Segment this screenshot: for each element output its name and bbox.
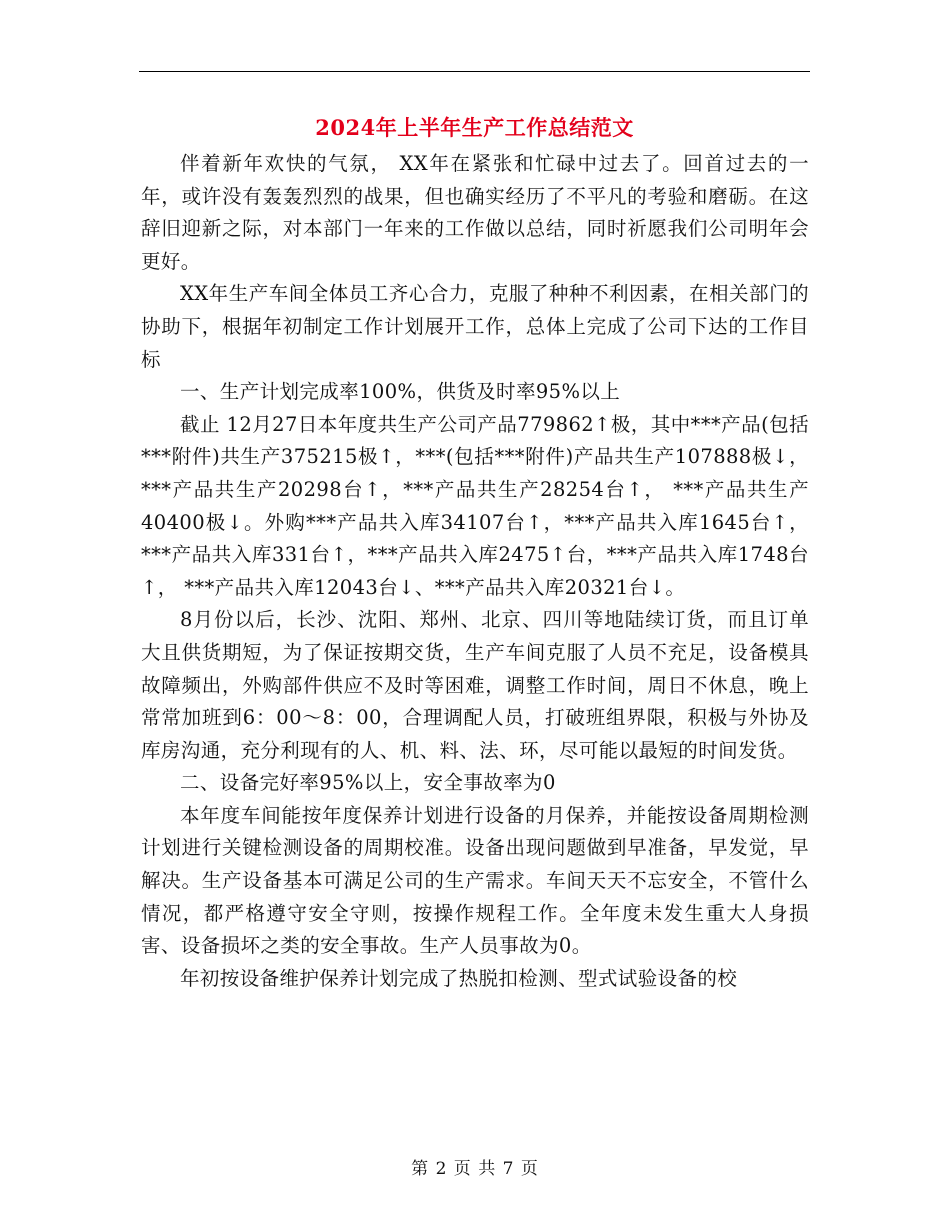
paragraph-equipment: 本年度车间能按年度保养计划进行设备的月保养，并能按设备周期检测计划进行关键检测设备的周期校准。设备出现问题做到早准备，早发觉，早解决。生产设备基本可满足公司的生产需求。车间天天不忘安全，不管什么情况，都严格遵守安全守则，按操作规程工作。全年度未发生重大人身损害、设备损坏之类的安全事故。生产人员事故为0。 <box>141 803 809 958</box>
paragraph-maintenance: 年初按设备维护保养计划完成了热脱扣检测、型式试验设备的校 <box>180 966 738 990</box>
document-body <box>141 148 809 995</box>
page-number: 第 2 页 共 7 页 <box>411 1159 539 1179</box>
paragraph-intro: 伴着新年欢快的气氛， XX年在紧张和忙碌中过去了。回首过去的一年，或许没有轰轰烈烈的战果，但也确实经历了不平凡的考验和磨砺。在这辞旧迎新之际，对本部门一年来的工作做以总结，同时祈愿我们公司明年会更好。 <box>141 152 809 273</box>
paragraph-production-figures: 截止 12月27日本年度共生产公司产品779862↑极，其中***产品(包括***附件)共生产375215极↑，***(包括***附件)产品共生产107888极↓， ***产品共生产20298台↑，***产品共生产28254台↑， ***产品共生产40400极↓。外购***产品共入库34107台↑，***产品共入库1645台↑，***产品共入库331台↑，***产品共入库2475↑台，***产品共入库1748台↑， ***产品共入库12043台↓、***产品共入库20321台↓。 <box>141 412 809 599</box>
paragraph-orders: 8月份以后，长沙、沈阳、郑州、北京、四川等地陆续订货，而且订单大且供货期短，为了保证按期交货，生产车间克服了人员不充足，设备模具故障频出，外购部件供应不及时等困难，调整工作时间，周日不休息，晚上常常加班到6：00～8：00，合理调配人员，打破班组界限，积极与外协及库房沟通，充分利现有的人、机、料、法、环，尽可能以最短的时间发货。 <box>141 608 809 762</box>
page-footer <box>0 1154 950 1179</box>
paragraph-overview: XX年生产车间全体员工齐心合力，克服了种种不利因素，在相关部门的协助下，根据年初制定工作计划展开工作，总体上完成了公司下达的工作目标 <box>141 282 809 371</box>
header-rule <box>139 71 810 72</box>
section-heading-production: 一、生产计划完成率100%，供货及时率95%以上 <box>180 380 621 404</box>
document-title: 2024年上半年生产工作总结范文 <box>315 115 634 140</box>
section-heading-equipment: 二、设备完好率95%以上，安全事故率为0 <box>180 771 556 795</box>
